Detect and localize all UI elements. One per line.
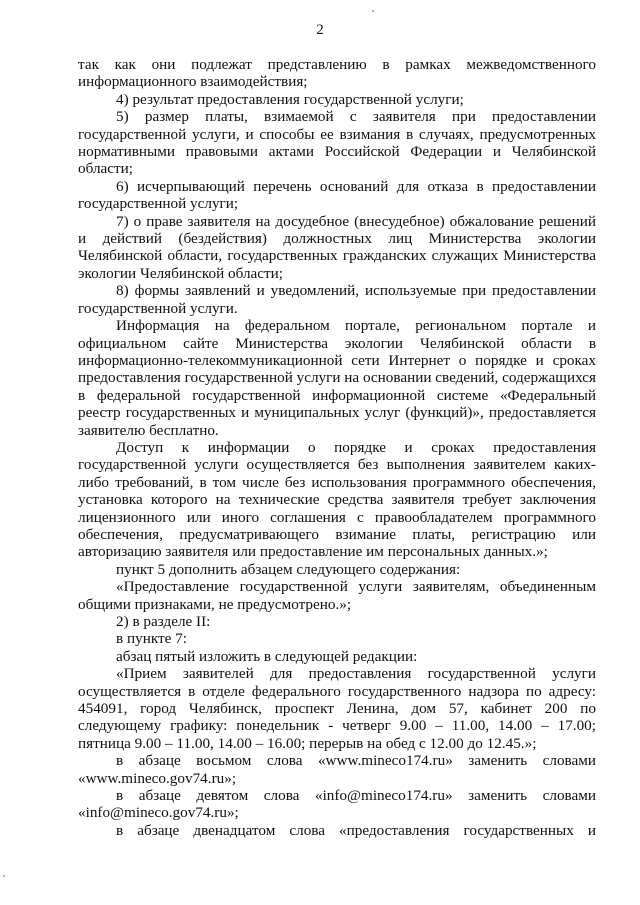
- paragraph: 4) результат предоставления государственной услуги;: [116, 90, 464, 108]
- scan-speck: [372, 10, 374, 12]
- paragraph: в абзаце девятом слова «info@mineco174.ru» заменить словами «info@mineco.gov74.ru»;: [78, 787, 596, 822]
- paragraph: Информация на федеральном портале, региональном портале и официальном сайте Министерства экологии Челябинской области в информационно-телекоммуникационной сети Интернет о порядке и сроках предоставления государственной услуги на основании сведений, содержащихся в федеральной государственной информационной системе «Федеральный реестр государственных и муниципальных услуг (функций)», предоставляется заявителю бесплатно.: [78, 317, 596, 439]
- paragraph: 8) формы заявлений и уведомлений, используемые при предоставлении государственной услуги.: [78, 282, 596, 317]
- paragraph: так как они подлежат представлению в рамках межведомственного информационного взаимодействия;: [78, 56, 596, 91]
- paragraph: в абзаце двенадцатом слова «предоставления государственных и: [116, 821, 596, 839]
- paragraph: «Прием заявителей для предоставления государственной услуги осуществляется в отделе федерального государственного надзора по адресу: 454091, город Челябинск, проспект Ленина, дом 57, кабинет 200 по следующему графику: понедельник - четверг 9.00 – 11.00, 14.00 – 17.00; пятница 9.00 – 11.00, 14.00 – 16.00; перерыв на обед с 12.00 до 12.45.»;: [78, 665, 596, 752]
- paragraph: абзац пятый изложить в следующей редакции:: [116, 647, 418, 665]
- paragraph: 5) размер платы, взимаемой с заявителя при предоставлении государственной услуги, и способы ее взимания в случаях, предусмотренных нормативными правовыми актами Российской Федерации и Челябинской области;: [78, 108, 596, 178]
- paragraph: пункт 5 дополнить абзацем следующего содержания:: [116, 560, 461, 578]
- paragraph: 7) о праве заявителя на досудебное (внесудебное) обжалование решений и действий (бездействия) должностных лиц Министерства экологии Челябинской области, государственных гражданских служащих Министерства экологии Челябинской области;: [78, 212, 596, 282]
- paragraph: в абзаце восьмом слова «www.mineco174.ru» заменить словами «www.mineco.gov74.ru»;: [78, 752, 596, 787]
- paragraph: 6) исчерпывающий перечень оснований для отказа в предоставлении государственной услуги;: [78, 177, 596, 213]
- paragraph: в пункте 7:: [116, 630, 187, 648]
- page-number: 2: [316, 22, 324, 38]
- paragraph: «Предоставление государственной услуги заявителям, объединенным общими признаками, не предусмотрено.»;: [78, 578, 596, 613]
- scan-speck: [3, 875, 5, 877]
- paragraph: 2) в разделе II:: [116, 613, 211, 630]
- paragraph: Доступ к информации о порядке и сроках предоставления государственной услуги осуществляется без выполнения заявителем каких-либо требований, в том числе без использования программного обеспечения, установка которого на технические средства заявителя требует заключения лицензионного или иного соглашения с правообладателем программного обеспечения, предусматривающего взимание платы, регистрацию или авторизацию заявителя или предоставление им персональных данных.»;: [78, 438, 596, 561]
- document-body: [78, 56, 596, 839]
